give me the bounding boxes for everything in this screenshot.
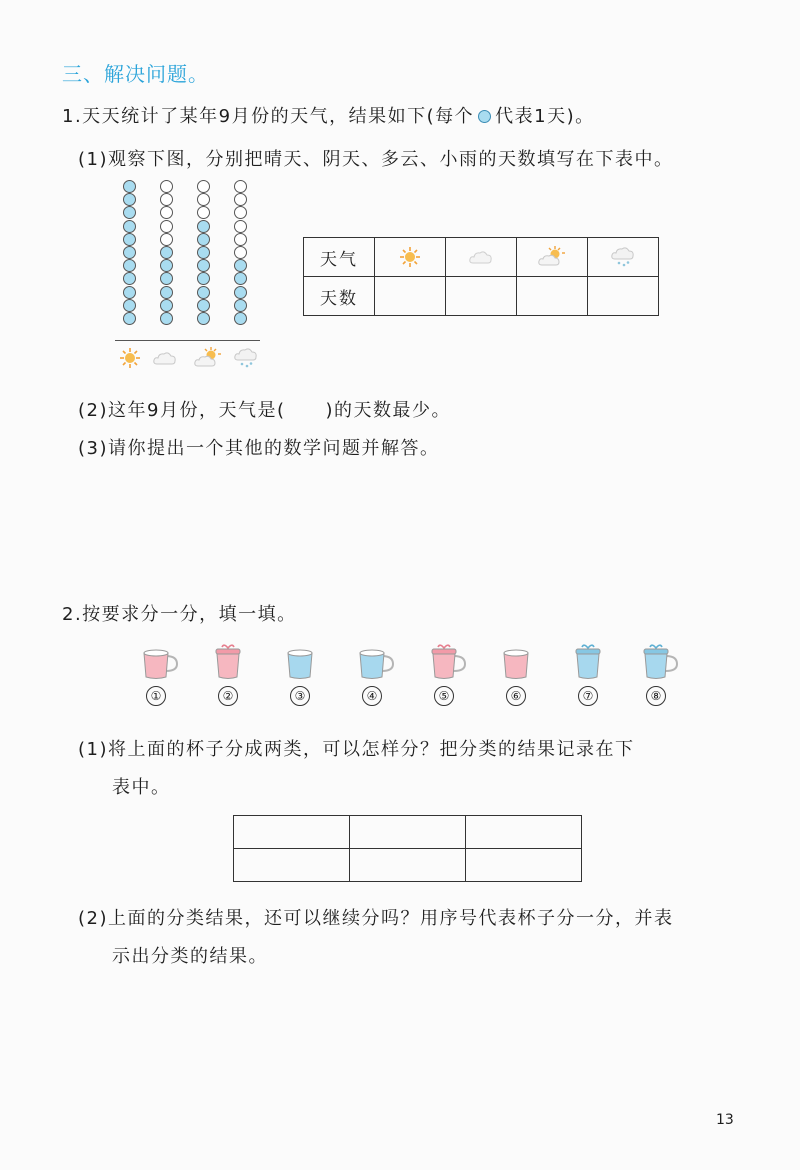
pictograph-dot [160,246,173,259]
question-2-part-2: (2)上面的分类结果，还可以继续分吗？用序号代表杯子分一分，并表 [78,908,674,929]
weather-table-row [304,238,659,277]
pictograph-dot [197,180,210,193]
cup-number: ① [146,686,166,706]
pictograph-dot [123,193,136,206]
cloudy-icon [150,345,180,371]
cup-number: ⑥ [506,686,526,706]
days-table-row [304,277,659,316]
question-2-part-1-continued: 表中。 [112,777,171,798]
pictograph-dot [123,246,136,259]
pictograph-dot [160,299,173,312]
table-sunny-cell [375,238,446,277]
days-sunny-input-cell[interactable] [375,277,446,316]
pictograph-dot [160,312,173,325]
question-1-part-2 [78,396,451,422]
pictograph-dot [160,206,173,219]
pictograph-dot [234,180,247,193]
legend-dot-icon [478,110,491,123]
pictograph-dot [234,312,247,325]
pictograph-dot [123,299,136,312]
sunny-icon [115,345,145,371]
pictograph-dot [234,272,247,285]
pictograph-dot [123,206,136,219]
cup-7 [568,642,622,712]
pictograph-dot [160,233,173,246]
question-1-part-1: (1)观察下图，分别把晴天、阴天、多云、小雨的天数填写在下表中。 [78,149,674,170]
pictograph-dot [123,272,136,285]
pictograph-dot [234,206,247,219]
pictograph-dot [197,259,210,272]
pictograph-dot [160,180,173,193]
cup-number: ② [218,686,238,706]
pictograph-dot [123,180,136,193]
classification-cell[interactable] [350,816,466,849]
pictograph-dot [234,299,247,312]
days-light-rain-input-cell[interactable] [588,277,659,316]
pictograph-dot [160,220,173,233]
pictograph-dot [234,259,247,272]
question-1-part-2-text-end: )的天数最少。 [325,400,452,421]
cup-8 [636,642,690,712]
pictograph-dot [234,286,247,299]
weather-pictograph [115,180,263,380]
table-light-rain-cell [588,238,659,277]
pictograph-dot [197,246,210,259]
pictograph-dot [197,220,210,233]
question-1-part-3: (3)请你提出一个其他的数学问题并解答。 [78,438,440,459]
pictograph-dot [234,220,247,233]
classification-cell[interactable] [466,816,582,849]
cup-number: ⑤ [434,686,454,706]
classification-cell[interactable] [234,849,350,882]
cup-number: ⑦ [578,686,598,706]
partly-cloudy-icon [537,244,567,270]
cup-number: ③ [290,686,310,706]
light-rain-icon [231,345,261,371]
pictograph-dot [160,259,173,272]
classification-cell[interactable] [234,816,350,849]
question-1-intro-text-end: 代表1天)。 [495,106,595,127]
cup-2 [208,642,262,712]
section-title: 三、解决问题。 [62,62,209,86]
pictograph-dot [197,286,210,299]
question-1-intro [62,102,595,128]
cup-4 [352,642,406,712]
cup-6 [496,642,550,712]
question-1-intro-text: 1.天天统计了某年9月份的天气，结果如下(每个 [62,106,475,127]
classification-row [234,816,582,849]
cup-3 [280,642,334,712]
pictograph-dot [160,193,173,206]
question-2-part-1: (1)将上面的杯子分成两类，可以怎样分？把分类的结果记录在下 [78,739,635,760]
weather-row-label: 天气 [304,238,375,277]
pictograph-dot [197,206,210,219]
pictograph-dot [123,259,136,272]
light-rain-icon [608,244,638,270]
cup-number: ④ [362,686,382,706]
table-partly-cloudy-cell [517,238,588,277]
pictograph-dot [123,312,136,325]
question-1-part-2-text: (2)这年9月份，天气是( [78,400,286,421]
cups-row [130,642,690,712]
classification-row [234,849,582,882]
pictograph-dot [197,233,210,246]
sunny-icon [395,244,425,270]
pictograph-dot [123,286,136,299]
pictograph-dot [234,233,247,246]
weather-table [303,237,659,316]
page-number: 13 [716,1112,734,1128]
pictograph-dot [123,233,136,246]
pictograph-dot [197,193,210,206]
pictograph-dot [234,246,247,259]
partly-cloudy-icon [193,345,223,371]
question-2-part-2-continued: 示出分类的结果。 [112,946,268,967]
pictograph-dot [160,272,173,285]
cup-5 [424,642,478,712]
cloudy-icon [466,244,496,270]
pictograph-dot [197,312,210,325]
cup-1 [136,642,190,712]
days-cloudy-input-cell[interactable] [446,277,517,316]
pictograph-dot [160,286,173,299]
days-partly-cloudy-input-cell[interactable] [517,277,588,316]
classification-table [233,815,582,882]
table-cloudy-cell [446,238,517,277]
question-2-intro: 2.按要求分一分，填一填。 [62,604,297,625]
classification-cell[interactable] [466,849,582,882]
pictograph-dot [123,220,136,233]
classification-cell[interactable] [350,849,466,882]
days-row-label: 天数 [304,277,375,316]
pictograph-baseline [115,340,260,341]
pictograph-dot [197,299,210,312]
pictograph-dot [234,193,247,206]
cup-number: ⑧ [646,686,666,706]
pictograph-dot [197,272,210,285]
